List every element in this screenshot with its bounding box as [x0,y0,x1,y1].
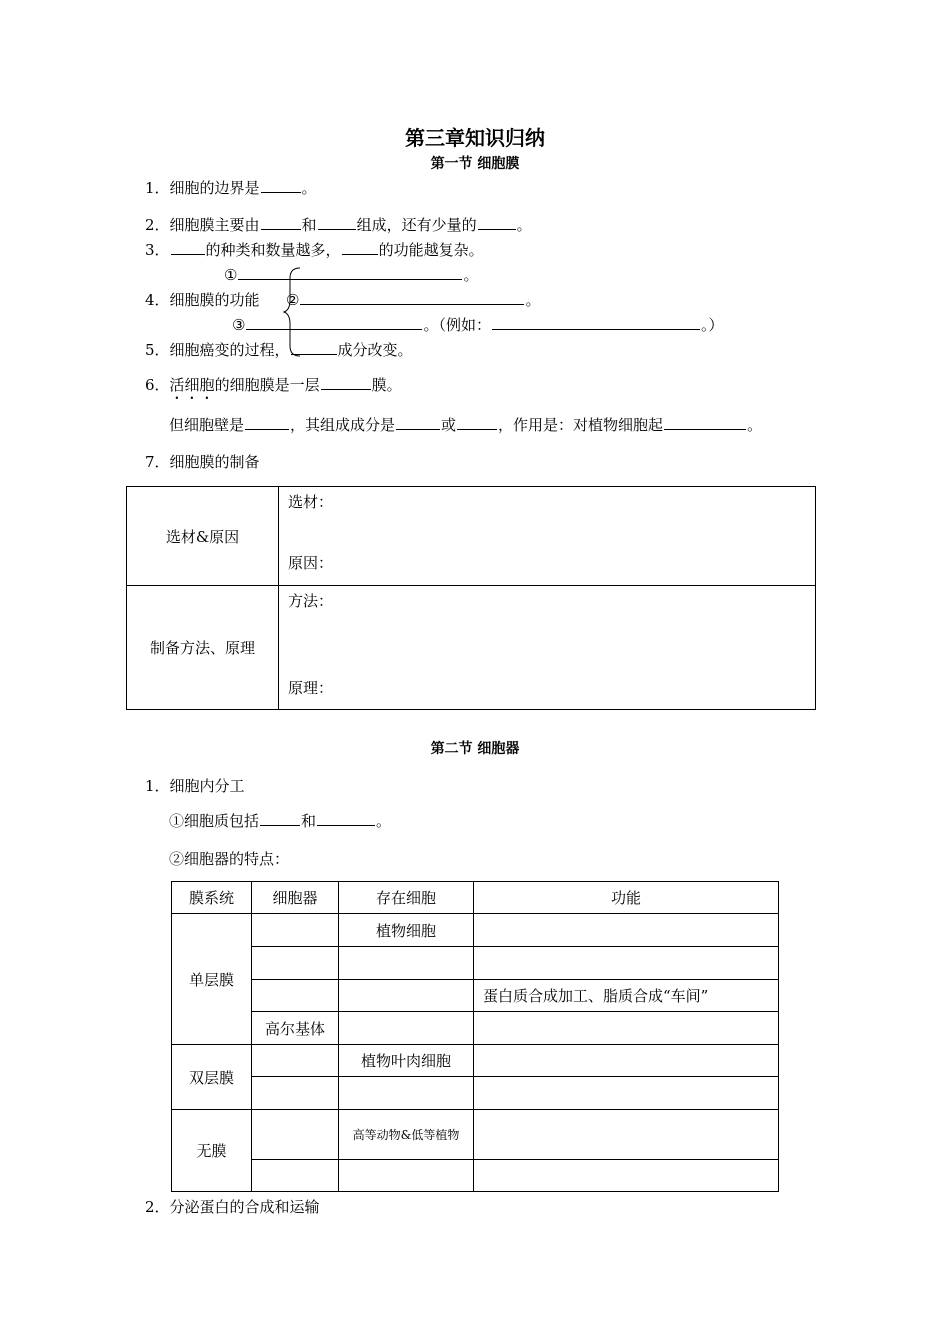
table-cell: 高等动物&低等植物 [339,1110,474,1160]
header-organelle: 细胞器 [252,882,339,914]
material-cell: 选材： 原因： [279,487,816,586]
header-function: 功能 [474,882,779,914]
page-title: 第三章知识归纳 [405,126,545,150]
row-head-method: 制备方法、原理 [127,586,279,710]
section-heading-membrane: 第一节 细胞膜 [430,156,520,172]
question-4-label: 4．细胞膜的功能 [145,291,260,309]
organelle-features-line: ②细胞器的特点： [169,850,290,868]
question-5: 5．细胞癌变的过程， 成分改变。 [145,341,413,359]
membrane-preparation-table [126,486,816,710]
table-cell [474,1160,779,1192]
table-cell [339,947,474,980]
table-cell [474,1077,779,1110]
row-head-material: 选材&原因 [127,487,279,586]
table-cell [252,1077,339,1110]
table-cell [339,980,474,1012]
organelle-table [171,881,779,1192]
question-6-cell-wall: 但细胞壁是 ，其组成成分是 或 ，作用是：对植物细胞起 。 [169,416,763,434]
table-cell [339,1012,474,1045]
table-cell [474,1012,779,1045]
table-cell [252,980,339,1012]
table-cell [474,947,779,980]
group-no-membrane: 无膜 [172,1110,252,1192]
table-cell [474,914,779,947]
table-cell [252,1110,339,1160]
section2-question-1: 1．细胞内分工 [145,777,245,795]
table-cell [252,914,339,947]
section-heading-organelles: 第二节 细胞器 [430,741,520,757]
section2-question-2: 2．分泌蛋白的合成和运输 [145,1198,320,1216]
header-membrane-system: 膜系统 [172,882,252,914]
table-cell [252,1045,339,1077]
question-6: 6．活细胞的细胞膜是一层 膜。 [145,376,402,394]
table-cell [252,947,339,980]
question-2: 2．细胞膜主要由 和 组成，还有少量的 。 [145,216,532,234]
question-3: 3． 的种类和数量越多， 的功能越复杂。 [145,241,484,259]
table-cell [474,1045,779,1077]
question-7: 7．细胞膜的制备 [145,453,260,471]
table-cell: 植物细胞 [339,914,474,947]
table-cell [252,1160,339,1192]
emphasis-living-cell: 活细胞 [169,376,215,394]
table-cell [474,1110,779,1160]
header-cell: 存在细胞 [339,882,474,914]
table-cell: 高尔基体 [252,1012,339,1045]
method-cell: 方法： 原理： [279,586,816,710]
table-cell: 蛋白质合成加工、脂质合成“车间” [474,980,779,1012]
membrane-function-2: ② 。 [286,291,541,309]
table-cell [339,1160,474,1192]
group-single-membrane: 单层膜 [172,914,252,1045]
membrane-function-3: ③ 。（例如： 。） [232,316,724,334]
question-1: 1．细胞的边界是 。 [145,179,317,197]
membrane-function-1: ① 。 [224,266,479,284]
cytoplasm-line: ①细胞质包括 和 。 [169,812,392,830]
table-cell: 植物叶肉细胞 [339,1045,474,1077]
group-double-membrane: 双层膜 [172,1045,252,1110]
table-cell [339,1077,474,1110]
